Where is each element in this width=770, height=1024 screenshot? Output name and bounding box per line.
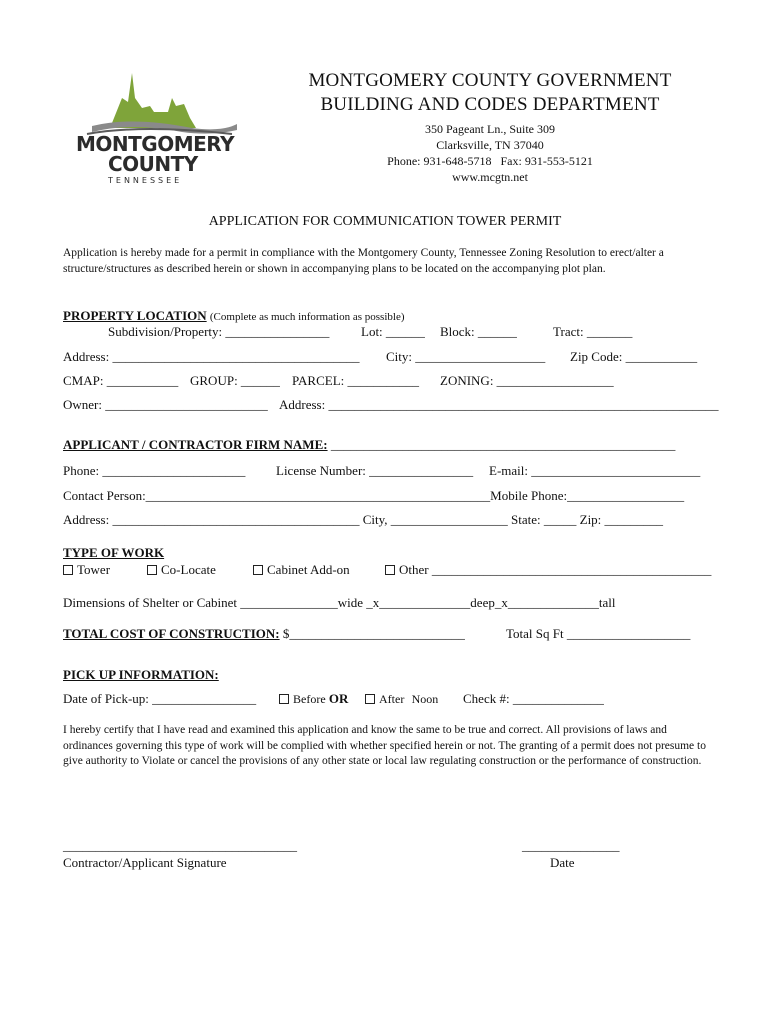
colocate-label: Co-Locate — [161, 562, 216, 577]
cost-field[interactable]: $___________________________ — [282, 626, 465, 641]
address-field[interactable]: Address: ______________________________________ — [63, 349, 360, 364]
contact-field[interactable]: Contact Person:_____________________________________________________Mobile Phone:__________________ — [63, 488, 685, 503]
form-title: APPLICATION FOR COMMUNICATION TOWER PERMIT — [208, 214, 562, 229]
tower-option[interactable] — [63, 562, 110, 578]
header-line1: MONTGOMERY COUNTY GOVERNMENT — [308, 70, 672, 91]
pickup-date-field[interactable]: Date of Pick-up: ________________ — [63, 691, 257, 706]
tower-checkbox[interactable] — [63, 565, 73, 575]
check-number-field[interactable]: Check #: ______________ — [463, 691, 604, 706]
subdivision-field[interactable]: Subdivision/Property: ________________ — [108, 324, 330, 339]
header-address2: Clarksville, TN 37040 — [436, 138, 544, 152]
signature-label: Contractor/Applicant Signature — [63, 855, 227, 870]
before-checkbox[interactable] — [279, 694, 289, 704]
cabinet-option[interactable] — [253, 562, 350, 578]
tract-field[interactable]: Tract: _______ — [553, 324, 633, 339]
cabinet-checkbox[interactable] — [253, 565, 263, 575]
license-field[interactable]: License Number: ________________ — [276, 463, 474, 478]
other-label: Other ___________________________________________ — [399, 562, 712, 577]
owner-address-field[interactable]: Address: ____________________________________________________________ — [279, 397, 719, 412]
cabinet-label: Cabinet Add-on — [267, 562, 350, 577]
lot-field[interactable]: Lot: ______ — [361, 324, 425, 339]
logo-line3: TENNESSEE — [108, 176, 183, 185]
header-web: www.mcgtn.net — [452, 170, 528, 184]
noon-label: Noon — [411, 692, 439, 706]
zoning-field[interactable]: ZONING: __________________ — [440, 373, 614, 388]
logo-line1: MONTGOMERY — [76, 132, 235, 156]
or-label: OR — [328, 691, 349, 706]
applicant-phone-field[interactable]: Phone: ______________________ — [63, 463, 246, 478]
date-label: Date — [550, 855, 575, 870]
property-heading: PROPERTY LOCATION — [63, 308, 207, 323]
header-phone: Phone: 931-648-5718 Fax: 931-553-5121 — [387, 154, 593, 168]
property-heading-row — [63, 308, 405, 324]
email-field[interactable]: E-mail: __________________________ — [489, 463, 701, 478]
cost-row — [63, 626, 465, 642]
other-checkbox[interactable] — [385, 565, 395, 575]
certify-text: I hereby certify that I have read and examined this application and know the same to be true and correct. All provisions of laws and ordinances governing this type of work will be complied with whether specified herein or not. The granting of a permit does not presume to give authority to Violate or cancel the provisions of any other state or local law regulating construction or the performance of construction. — [63, 724, 706, 767]
owner-field[interactable]: Owner: _________________________ — [63, 397, 268, 412]
applicant-heading: APPLICANT / CONTRACTOR FIRM NAME: — [63, 437, 328, 452]
type-of-work-heading: TYPE OF WORK — [63, 545, 165, 560]
zip-field[interactable]: Zip Code: ___________ — [570, 349, 698, 364]
header-line2: BUILDING AND CODES DEPARTMENT — [320, 94, 660, 115]
group-field[interactable]: GROUP: ______ — [190, 373, 280, 388]
sqft-field[interactable]: Total Sq Ft ___________________ — [506, 626, 691, 641]
before-option[interactable] — [279, 691, 348, 707]
applicant-address-field[interactable]: Address: ______________________________________ City, __________________ State: _____ Zip: _________ — [63, 512, 664, 527]
colocate-checkbox[interactable] — [147, 565, 157, 575]
skyline-icon — [72, 68, 242, 138]
logo-line2: COUNTY — [108, 152, 198, 176]
cost-heading: TOTAL COST OF CONSTRUCTION: — [63, 626, 280, 641]
after-label: After — [379, 692, 405, 706]
applicant-heading-row — [63, 437, 675, 453]
block-field[interactable]: Block: ______ — [440, 324, 517, 339]
parcel-field[interactable]: PARCEL: ___________ — [292, 373, 420, 388]
before-label: Before — [293, 692, 326, 706]
intro-text: Application is hereby made for a permit in compliance with the Montgomery County, Tennessee Zoning Resolution to erect/alter a structure/structures as described herein or shown in accompanying plans to be located on the accompanying plot plan. — [63, 247, 664, 275]
tower-label: Tower — [77, 562, 111, 577]
cmap-field[interactable]: CMAP: ___________ — [63, 373, 179, 388]
pickup-heading: PICK UP INFORMATION: — [63, 667, 219, 682]
signature-line[interactable]: ____________________________________ — [63, 838, 297, 853]
after-option[interactable] — [365, 691, 438, 707]
date-line[interactable]: _______________ — [522, 838, 620, 853]
city-field[interactable]: City: ____________________ — [386, 349, 546, 364]
header — [260, 70, 720, 185]
dimensions-field[interactable]: Dimensions of Shelter or Cabinet _______________wide _x______________deep_x______________tall — [63, 595, 616, 610]
after-checkbox[interactable] — [365, 694, 375, 704]
county-logo — [72, 68, 242, 188]
property-note: (Complete as much information as possible) — [209, 311, 405, 323]
colocate-option[interactable] — [147, 562, 216, 578]
applicant-firm-field[interactable]: _____________________________________________________ — [330, 437, 676, 452]
header-address1: 350 Pageant Ln., Suite 309 — [425, 122, 555, 136]
other-option[interactable] — [385, 562, 711, 578]
